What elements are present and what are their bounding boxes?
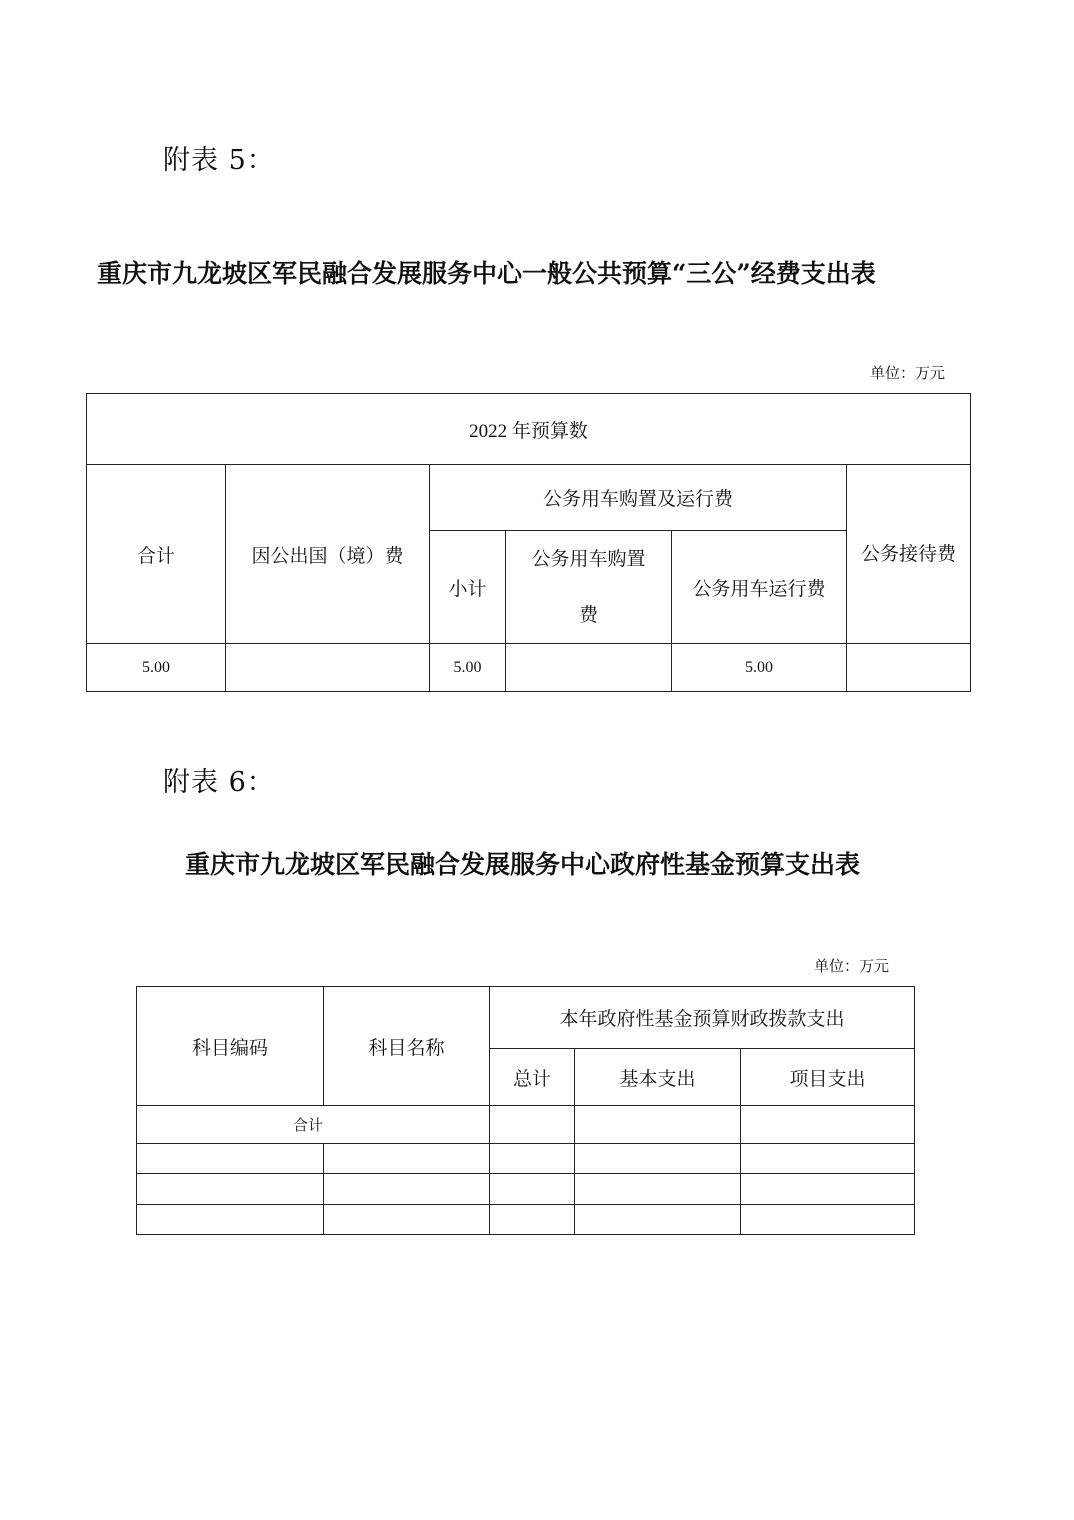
table-cell — [324, 1174, 490, 1205]
three-public-expenses-table — [86, 393, 971, 692]
total-row-label: 合计 — [137, 1106, 490, 1144]
government-fund-table — [136, 986, 915, 1235]
col-vehicle-subtotal-header: 小计 — [430, 531, 506, 644]
col-reception-header: 公务接待费 — [847, 465, 971, 644]
col-group-header: 本年政府性基金预算财政拨款支出 — [490, 987, 915, 1049]
col-overseas-header: 因公出国（境）费 — [226, 465, 430, 644]
row-overseas-value — [226, 644, 430, 692]
table-cell — [324, 1205, 490, 1235]
col-total-header: 合计 — [87, 465, 226, 644]
table-cell — [324, 1144, 490, 1174]
table-cell — [490, 1205, 575, 1235]
table-cell — [137, 1174, 324, 1205]
table-cell — [490, 1174, 575, 1205]
col-vehicle-group-header: 公务用车购置及运行费 — [430, 465, 847, 531]
table-row — [137, 1174, 915, 1205]
table-cell — [741, 1205, 915, 1235]
row-total-value: 5.00 — [87, 644, 226, 692]
table5-unit: 单位：万元 — [870, 364, 946, 382]
col-name-header: 科目名称 — [324, 987, 490, 1106]
col-total-header: 总计 — [490, 1049, 575, 1106]
col-code-header: 科目编码 — [137, 987, 324, 1106]
table-cell — [741, 1106, 915, 1144]
table-cell — [741, 1174, 915, 1205]
row-vehicle-operation-value: 5.00 — [672, 644, 847, 692]
header-year: 2022 年预算数 — [87, 394, 971, 465]
table-cell — [137, 1144, 324, 1174]
table-cell — [490, 1106, 575, 1144]
table-cell — [137, 1205, 324, 1235]
table5-title: 重庆市九龙坡区军民融合发展服务中心一般公共预算“三公”经费支出表 — [97, 259, 876, 288]
table-cell — [490, 1144, 575, 1174]
table-row — [137, 1205, 915, 1235]
table-cell — [741, 1144, 915, 1174]
row-reception-value — [847, 644, 971, 692]
table-row — [137, 1144, 915, 1174]
col-basic-header: 基本支出 — [575, 1049, 741, 1106]
table-cell — [575, 1174, 741, 1205]
col-vehicle-purchase-header: 公务用车购置费 — [506, 531, 672, 644]
row-vehicle-purchase-value — [506, 644, 672, 692]
table6-unit: 单位：万元 — [814, 957, 890, 975]
table-cell — [575, 1205, 741, 1235]
table-cell — [575, 1106, 741, 1144]
col-vehicle-operation-header: 公务用车运行费 — [672, 531, 847, 644]
col-project-header: 项目支出 — [741, 1049, 915, 1106]
table-cell — [575, 1144, 741, 1174]
table6-title: 重庆市九龙坡区军民融合发展服务中心政府性基金预算支出表 — [185, 850, 861, 879]
row-vehicle-subtotal-value: 5.00 — [430, 644, 506, 692]
attachment-6-label: 附表 6： — [163, 767, 275, 798]
attachment-5-label: 附表 5： — [163, 145, 275, 176]
